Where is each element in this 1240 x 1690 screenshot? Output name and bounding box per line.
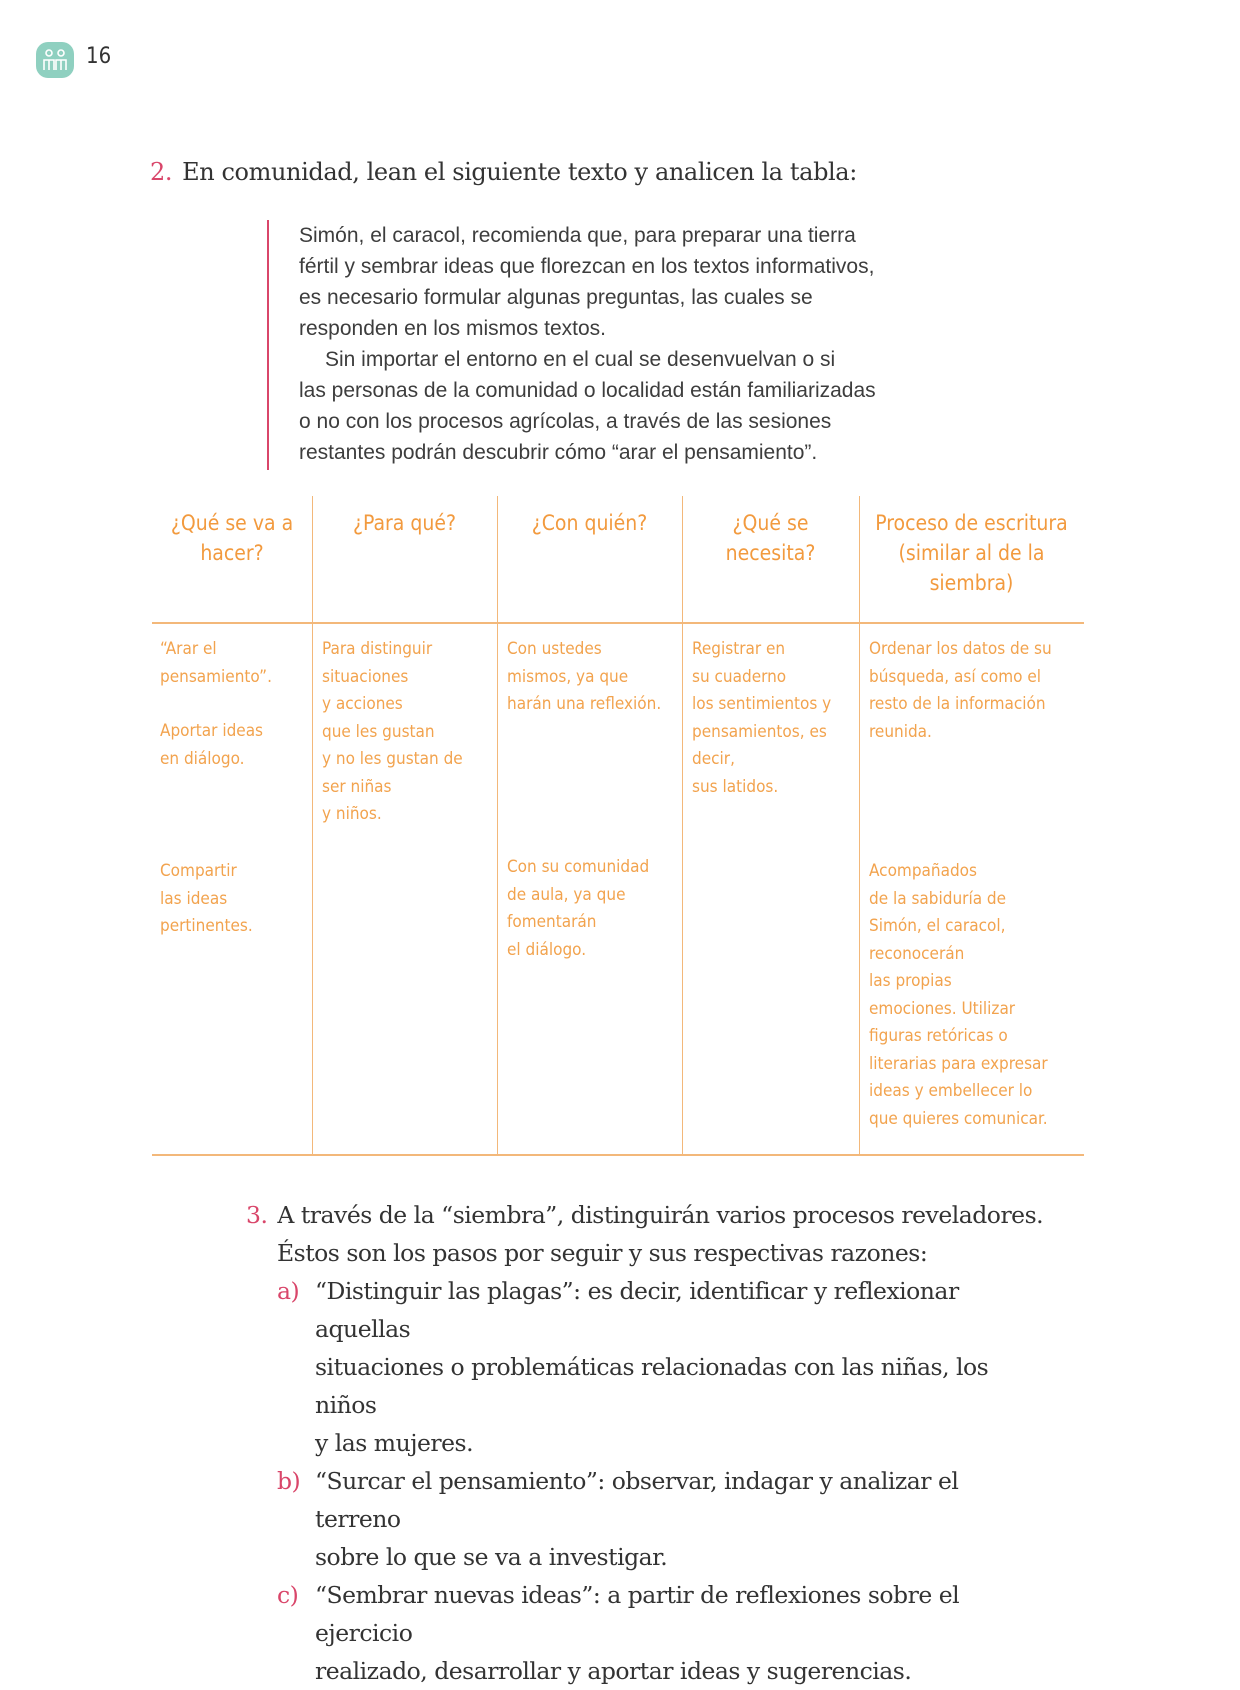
quote-block (267, 220, 969, 470)
list-item-text: “Distinguir las plagas”: es decir, identificar y reflexionar aquellas situaciones o problemáticas relacionadas con las niñas, los niños y las mujeres. (315, 1277, 989, 1457)
activity-3-line-2: Éstos son los pasos por seguir y sus respectivas razones: (277, 1239, 928, 1267)
list-item-letter: b) (277, 1467, 301, 1495)
activity-3-number: 3. (246, 1201, 268, 1229)
table-cell: Acompañados de la sabiduría de Simón, el caracol, reconocerán las propias emociones. Utilizar figuras retóricas o literarias para expresar ideas y embellecer lo que quieres comunicar. (869, 861, 1048, 1129)
list-item-letter: c) (277, 1581, 299, 1609)
table-cell: Con su comunidad de aula, ya que fomentarán el diálogo. (507, 857, 650, 960)
table-cell: Para distinguir situaciones y acciones que les gustan y no les gustan de ser niñas y niños. (322, 639, 463, 824)
table-header-que-necesita: ¿Qué se necesita? (725, 511, 816, 565)
table-cell: Compartir las ideas pertinentes. (160, 861, 253, 936)
section-badge (36, 42, 74, 78)
table-divider (497, 496, 498, 1156)
list-item (246, 1462, 1046, 1576)
table-header-para-que: ¿Para qué? (352, 511, 457, 535)
list-item-text: “Sembrar nuevas ideas”: a partir de reflexiones sobre el ejercicio realizado, desarrollar y aportar ideas y sugerencias. (315, 1581, 960, 1685)
table-cell: “Arar el pensamiento”. (160, 639, 272, 687)
table-cell: Ordenar los datos de su búsqueda, así como el resto de la información reunida. (869, 639, 1052, 742)
list-item (246, 1576, 1046, 1690)
page-number: 16 (86, 44, 112, 69)
planning-table (152, 496, 1084, 1156)
quote-paragraph-2: Sin importar el entorno en el cual se desenvuelvan o si las personas de la comunidad o localidad están familiarizadas o no con los procesos agrícolas, a través de las sesiones restantes podrán descubrir cómo “arar el pensamiento”. (299, 348, 876, 464)
list-item-text: “Surcar el pensamiento”: observar, indagar y analizar el terreno sobre lo que se va a investigar. (315, 1467, 959, 1571)
list-item (246, 1272, 1046, 1462)
table-header-que-hacer: ¿Qué se va a hacer? (170, 511, 294, 565)
activity-3 (246, 1196, 1046, 1690)
table-header-con-quien: ¿Con quién? (531, 511, 648, 535)
table-bottom-rule (152, 1154, 1084, 1156)
table-cell: Registrar en su cuaderno los sentimientos y pensamientos, es decir, sus latidos. (692, 639, 832, 797)
community-people-icon (42, 48, 68, 72)
activity-3-line-1: A través de la “siembra”, distinguirán varios procesos reveladores. (277, 1201, 1044, 1229)
table-divider (682, 496, 683, 1156)
activity-2-text: En comunidad, lean el siguiente texto y analicen la tabla: (182, 158, 857, 186)
activity-2-number: 2. (150, 158, 173, 186)
table-header-rule (152, 622, 1084, 624)
activity-3-intro (246, 1196, 1046, 1234)
table-header-proceso-escritura: Proceso de escritura (similar al de la siembra) (875, 511, 1068, 595)
table-cell: Con ustedes mismos, ya que harán una reflexión. (507, 639, 662, 714)
list-item-letter: a) (277, 1277, 300, 1305)
table-divider (312, 496, 313, 1156)
table-cell: Aportar ideas en diálogo. (160, 721, 264, 769)
quote-paragraph-1: Simón, el caracol, recomienda que, para preparar una tierra fértil y sembrar ideas que florezcan en los textos informativos, es necesario formular algunas preguntas, las cuales se responden en los mismos textos. (299, 224, 875, 340)
activity-2-instruction (150, 158, 857, 186)
